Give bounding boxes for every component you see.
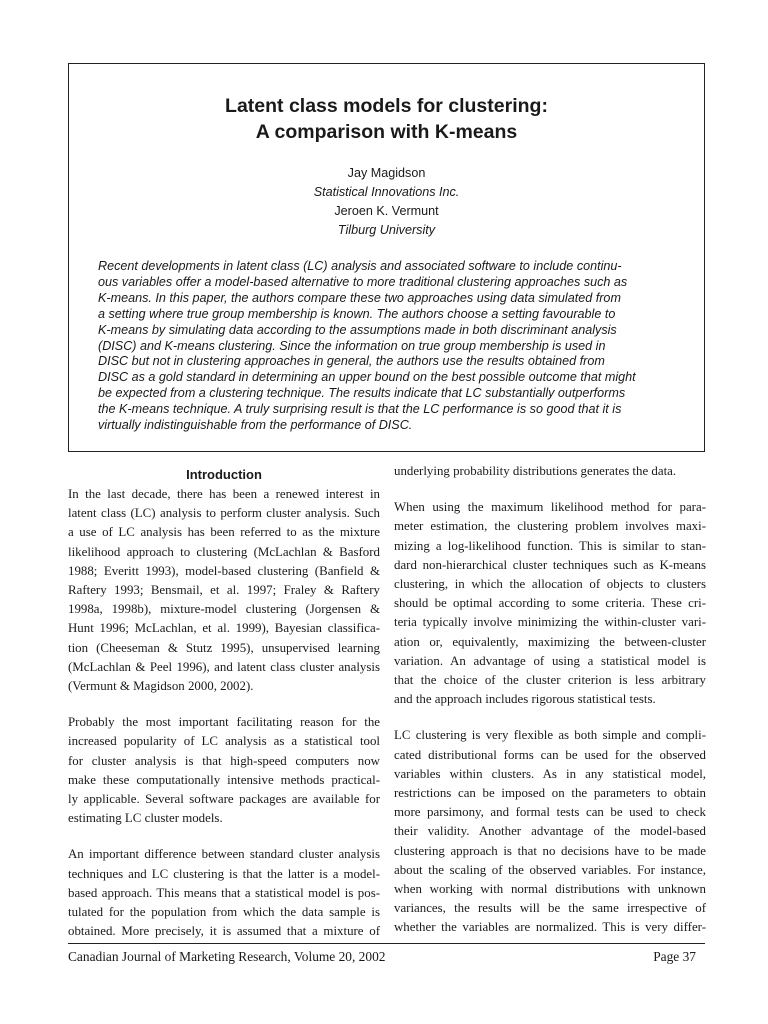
author-name: Jeroen K. Vermunt (334, 204, 439, 218)
text-line: obtained. More precisely, it is assumed that a mixture of (68, 924, 380, 939)
paragraph (68, 713, 380, 828)
footer-rule (68, 943, 705, 944)
abstract-line: virtually indistinguishable from the performance of DISC. (98, 418, 413, 433)
paragraph (394, 726, 706, 937)
text-line: tulated for the population from which the data sample is (68, 905, 380, 920)
author-affiliation: Statistical Innovations Inc. (313, 185, 460, 199)
abstract-line: be expected from a clustering technique. The results indicate that LC substantially outperforms (98, 386, 626, 401)
abstract-line: DISC but not in clustering approaches in general, the authors use the results obtained from (98, 354, 605, 369)
abstract-line: ous variables offer a model-based alternative to more traditional clustering approaches such as (98, 274, 628, 289)
text-line: based approach. This means that a statistical model is pos- (68, 885, 380, 900)
text-line: their validity. Another advantage of the model-based (394, 824, 706, 839)
text-line: cated distributional forms can be used for the observed (394, 747, 706, 762)
text-line: variables within clusters. As in any statistical model, (394, 766, 706, 781)
author-name: Jay Magidson (347, 166, 426, 180)
abstract (98, 259, 679, 434)
text-line: clustering, in which the allocation of objects to clusters (394, 577, 706, 592)
paragraph (68, 485, 380, 696)
text-line: restrictions can be imposed on the parameters to obtain (394, 786, 706, 801)
paper-title (68, 93, 705, 145)
text-line: 1998a, 1998b), mixture-model clustering (Jorgensen & (68, 602, 380, 617)
text-line: variation. An advantage of using a statistical model is (394, 653, 706, 668)
text-line: tion (Cheeseman & Stutz 1995), unsupervised learning (68, 640, 380, 655)
abstract-line: a setting where true group membership is known. The authors choose a setting favourable to (98, 306, 616, 321)
text-line: When using the maximum likelihood method for para- (394, 500, 706, 515)
section-heading: Introduction (186, 467, 262, 482)
text-line: ation or, equivalently, maximizing the between-cluster (394, 634, 706, 649)
text-line: ly applicable. Several software packages are available for (68, 792, 380, 807)
text-line: more parsimony, and formal tests can be used to check (394, 805, 706, 820)
title-line-2: A comparison with K-means (255, 121, 518, 143)
text-line: Raftery 1993; Bensmail, et al. 1997; Fraley & Raftery (68, 583, 380, 598)
text-line: teria typically involve minimizing the within-cluster vari- (394, 615, 706, 630)
left-column (68, 462, 380, 958)
author-block (68, 164, 705, 240)
abstract-line: DISC as a gold standard in determining an upper bound on the best possible outcome that might (98, 370, 636, 385)
title-line-1: Latent class models for clustering: (225, 95, 548, 117)
text-line: likelihood approach to clustering (McLachlan & Basford (68, 544, 380, 559)
text-line: that the choice of the cluster criterion is less arbitrary (394, 673, 706, 688)
text-line: should be optimal according to some criteria. These cri- (394, 596, 706, 611)
abstract-line: (DISC) and K-means clustering. Since the information on true group membership is used in (98, 338, 606, 353)
abstract-line: Recent developments in latent class (LC) analysis and associated software to include continu- (98, 259, 622, 273)
text-line: increased popularity of LC analysis as a statistical tool (68, 734, 380, 749)
text-line: In the last decade, there has been a renewed interest in (68, 487, 380, 501)
text-line: estimating LC cluster models. (68, 811, 223, 826)
text-line: (McLachlan & Peel 1996), and latent class cluster analysis (68, 659, 380, 674)
text-line: whether the variables are normalized. This is very differ- (394, 920, 706, 935)
text-line: 1988; Everitt 1993), model-based clustering (Banfield & (68, 563, 380, 578)
abstract-line: the K-means technique. A truly surprising result is that the LC performance is so good that it is (98, 402, 622, 417)
text-line: make these computationally intensive methods practical- (68, 772, 380, 787)
text-line: techniques and LC clustering is that the latter is a model- (68, 866, 380, 881)
text-line: a use of LC analysis has been referred to as the mixture (68, 525, 380, 540)
author-affiliation: Tilburg University (337, 223, 436, 237)
right-column (394, 462, 706, 955)
text-line: meter estimation, the clustering problem involves maxi- (394, 519, 706, 534)
text-line: for cluster analysis is that high-speed computers now (68, 753, 380, 768)
text-line: dard non-hierarchical cluster techniques such as K-means (394, 557, 706, 572)
abstract-line: K-means by simulating data according to the assumptions made in both discriminant analysis (98, 322, 617, 337)
paragraph (394, 462, 706, 481)
text-line: Probably the most important facilitating reason for the (68, 715, 380, 730)
text-line: Hunt 1996; McLachlan, et al. 1999), Bayesian classifica- (68, 621, 380, 636)
abstract-line: K-means. In this paper, the authors compare these two approaches using data simulated from (98, 290, 621, 305)
text-line: An important difference between standard cluster analysis (68, 847, 380, 862)
text-line: (Vermunt & Magidson 2000, 2002). (68, 679, 254, 694)
text-line: when working with normal distributions with unknown (394, 882, 706, 897)
text-line: latent class (LC) analysis to perform cluster analysis. Such (68, 506, 380, 521)
text-line: LC clustering is very flexible as both simple and compli- (394, 728, 706, 743)
paragraph (68, 845, 380, 941)
page-number: Page 37 (653, 949, 696, 964)
text-line: mizing a log-likelihood function. This is similar to stan- (394, 538, 706, 553)
paragraph (394, 498, 706, 709)
text-line: clustering approach is that no decisions have to be made (394, 843, 706, 858)
text-line: variances, the results will be the same irrespective of (394, 901, 706, 916)
journal-citation: Canadian Journal of Marketing Research, Volume 20, 2002 (68, 949, 386, 964)
text-line: underlying probability distributions generates the data. (394, 464, 677, 478)
text-line: about the scaling of the observed variables. For instance, (394, 862, 706, 877)
text-line: and the approach includes rigorous statistical tests. (394, 692, 656, 707)
